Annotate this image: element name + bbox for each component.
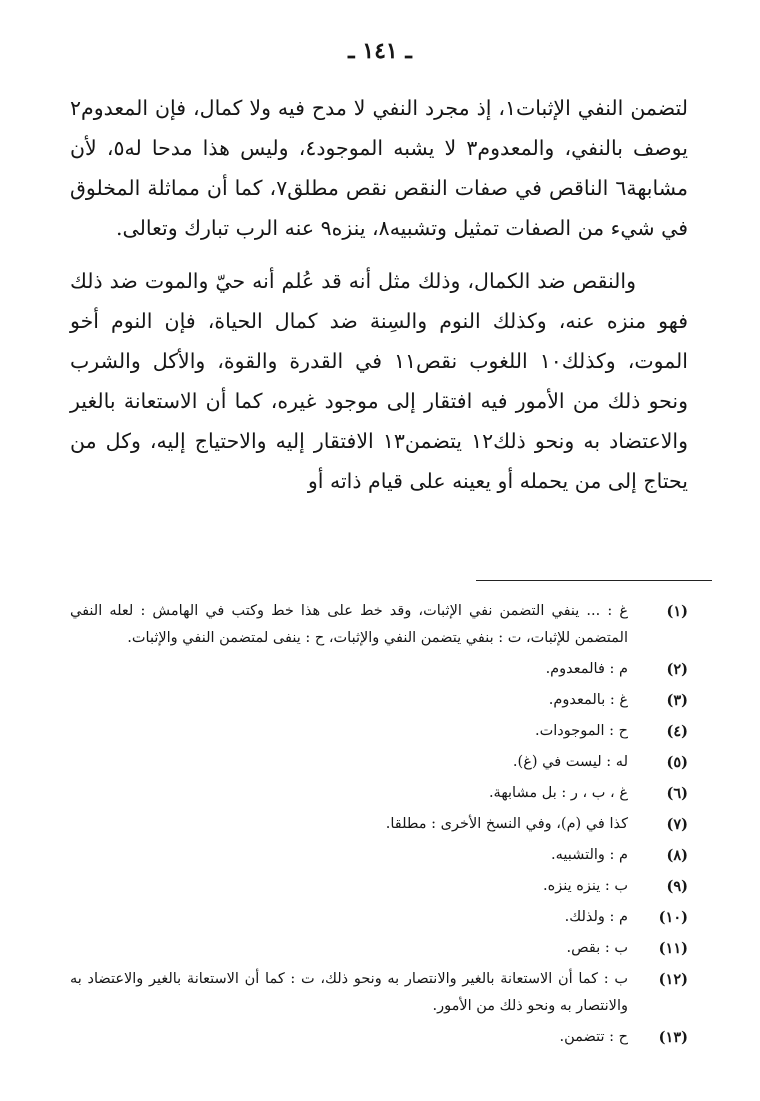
footnote-number: (٧) xyxy=(666,816,688,833)
footnote xyxy=(70,656,688,683)
footnote-text: غ : ... ينفي التضمن نفي الإثبات، وقد خط على هذا خط وكتب في الهامش : لعله النفي المتضمن للإثبات، ت : بنفي يتضمن النفي والإثبات، ح : ينفى لمتضمن النفي والإثبات. xyxy=(70,603,628,646)
footnote xyxy=(70,873,688,900)
footnote xyxy=(70,904,688,931)
footnote-text: ب : كما أن الاستعانة بالغير والانتصار به ونحو ذلك، ت : كما أن الاستعانة بالغير والاعتضاد به والانتصار به ونحو ذلك من الأمور. xyxy=(70,971,628,1014)
footnote-number: (٩) xyxy=(666,878,688,895)
footnote xyxy=(70,718,688,745)
footnote-separator xyxy=(476,580,712,581)
footnote-text: م : فالمعدوم. xyxy=(545,661,628,677)
footnote-text: م : ولذلك. xyxy=(564,909,628,925)
footnote-number: (١٠) xyxy=(658,909,688,926)
footnote-text: له : ليست في (غ). xyxy=(512,754,628,770)
footnote-number: (٨) xyxy=(666,847,688,864)
footnote xyxy=(70,842,688,869)
paragraph: والنقص ضد الكمال، وذلك مثل أنه قد عُلم أنه حيّ والموت ضد ذلك فهو منزه عنه، وكذلك النوم والسِنة ضد كمال الحياة، فإن النوم أخو الموت، وكذلك١٠ اللغوب نقص١١ في القدرة والقوة، والأكل والشرب ونحو ذلك من الأمور فيه افتقار إلى موجود غيره، كما أن الاستعانة بالغير والاعتضاد به ونحو ذلك١٢ يتضمن١٣ الافتقار إليه والاحتياج إليه، وكل من يحتاج إلى من يحمله أو يعينه على قيام ذاته أو xyxy=(70,269,688,493)
footnote-text: غ ، ب ، ر : بل مشابهة. xyxy=(488,785,628,801)
footnotes xyxy=(70,598,688,1055)
footnote xyxy=(70,780,688,807)
footnote-text: م : والتشبيه. xyxy=(551,847,628,863)
footnote-text: غ : بالمعدوم. xyxy=(548,692,628,708)
footnote-text: ب : بقص. xyxy=(566,940,628,956)
footnote xyxy=(70,811,688,838)
footnote-number: (٣) xyxy=(666,692,688,709)
footnote-number: (٥) xyxy=(666,754,688,771)
footnote xyxy=(70,966,688,1020)
main-text xyxy=(70,88,688,501)
footnote-number: (١١) xyxy=(658,940,688,957)
footnote-number: (٢) xyxy=(666,661,688,678)
footnote-text: ب : ينزه ينزه. xyxy=(543,878,628,894)
footnote-number: (١٢) xyxy=(658,971,688,988)
footnote xyxy=(70,749,688,776)
footnote-number: (١٣) xyxy=(658,1029,688,1046)
footnote-text: ح : تتضمن. xyxy=(559,1029,628,1045)
footnote-number: (٦) xyxy=(666,785,688,802)
footnote xyxy=(70,598,688,652)
footnote xyxy=(70,935,688,962)
footnote-number: (١) xyxy=(666,603,688,620)
footnote-text: ح : الموجودات. xyxy=(535,723,628,739)
footnote-number: (٤) xyxy=(666,723,688,740)
footnote xyxy=(70,1024,688,1051)
footnote-text: كذا في (م)، وفي النسخ الأخرى : مطلقا. xyxy=(385,816,628,832)
page-number: ـ ١٤١ ـ xyxy=(348,38,412,64)
paragraph: لتضمن النفي الإثبات١، إذ مجرد النفي لا مدح فيه ولا كمال، فإن المعدوم٢ يوصف بالنفي، والمعدوم٣ لا يشبه الموجود٤، وليس هذا مدحا له٥، لأن مشابهة٦ الناقص في صفات النقص نقص مطلق٧، كما أن مماثلة المخلوق في شيء من الصفات تمثيل وتشبيه٨، ينزه٩ عنه الرب تبارك وتعالى. xyxy=(70,96,688,240)
footnote xyxy=(70,687,688,714)
